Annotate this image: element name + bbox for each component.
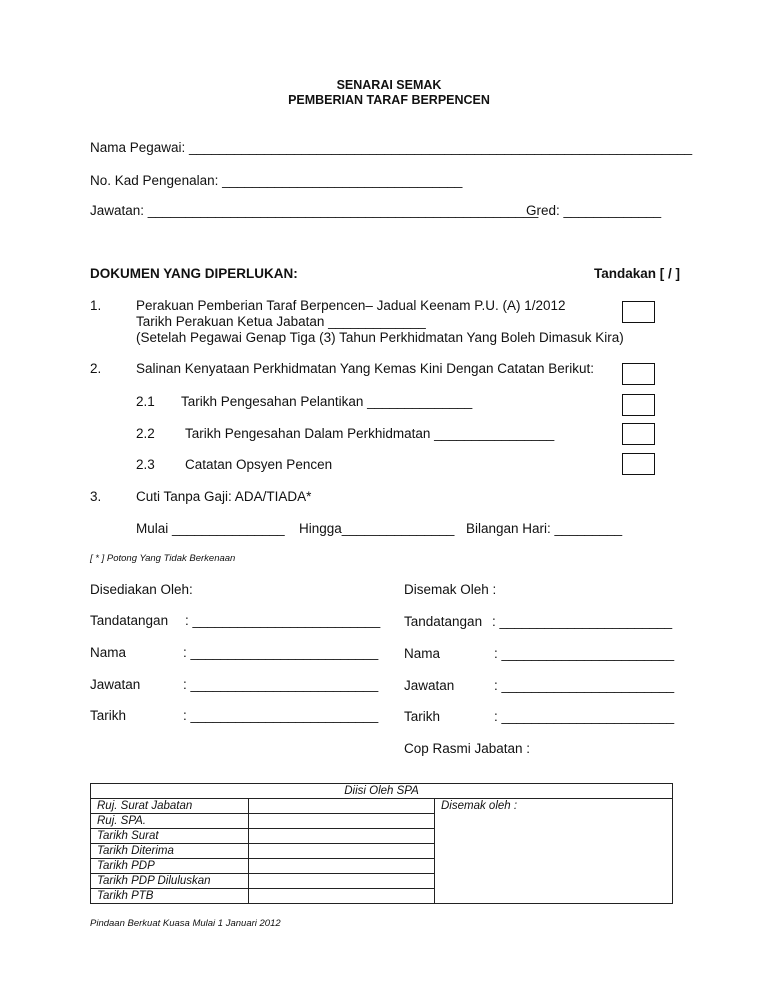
item-3-text: Cuti Tanpa Gaji: ADA/TIADA* <box>136 489 312 504</box>
item-2-2-text[interactable]: Tarikh Pengesahan Dalam Perkhidmatan ________________ <box>185 426 555 441</box>
reviewed-jawatan-field[interactable]: : _______________________ <box>494 678 675 693</box>
item-3-number: 3. <box>90 489 102 504</box>
reviewed-tandatangan-field[interactable]: : _______________________ <box>492 614 673 629</box>
item-2-2-number: 2.2 <box>136 426 155 441</box>
spa-row-label: Tarikh PDP Diluluskan <box>91 874 249 889</box>
spa-row-value[interactable] <box>249 799 435 814</box>
tandakan-heading: Tandakan [ / ] <box>594 266 681 281</box>
spa-row-label: Tarikh Surat <box>91 829 249 844</box>
disediakan-oleh-heading: Disediakan Oleh: <box>90 582 193 597</box>
prepared-jawatan-label: Jawatan <box>90 677 141 692</box>
spa-table <box>90 783 673 904</box>
prepared-jawatan-field[interactable]: : _________________________ <box>183 677 379 692</box>
mulai-field[interactable]: Mulai _______________ <box>136 521 285 536</box>
item-2-1-number: 2.1 <box>136 394 155 409</box>
prepared-tarikh-label: Tarikh <box>90 708 127 723</box>
spa-row-value[interactable] <box>249 859 435 874</box>
table-row <box>91 799 673 814</box>
spa-row-label: Tarikh Diterima <box>91 844 249 859</box>
footer-note: Pindaan Berkuat Kuasa Mulai 1 Januari 2012 <box>90 918 281 929</box>
item-2-1-text[interactable]: Tarikh Pengesahan Pelantikan ______________ <box>181 394 473 409</box>
spa-row-value[interactable] <box>249 844 435 859</box>
reviewed-tarikh-label: Tarikh <box>404 709 441 724</box>
item-2-text: Salinan Kenyataan Perkhidmatan Yang Kemas Kini Dengan Catatan Berikut: <box>136 361 595 376</box>
item-2-1-checkbox[interactable] <box>622 394 655 416</box>
cop-rasmi-label: Cop Rasmi Jabatan : <box>404 741 531 756</box>
item-2-checkbox[interactable] <box>622 363 655 385</box>
prepared-nama-field[interactable]: : _________________________ <box>183 645 379 660</box>
item-2-3-number: 2.3 <box>136 457 155 472</box>
item-2-2-checkbox[interactable] <box>622 423 655 445</box>
reviewed-tarikh-field[interactable]: : _______________________ <box>494 709 675 724</box>
bilangan-hari-field[interactable]: Bilangan Hari: _________ <box>466 521 623 536</box>
item-2-number: 2. <box>90 361 102 376</box>
reviewed-tandatangan-label: Tandatangan <box>404 614 483 629</box>
item-1-line2[interactable]: Tarikh Perakuan Ketua Jabatan _____________ <box>136 314 426 329</box>
spa-row-value[interactable] <box>249 889 435 904</box>
footnote: [ * ] Potong Yang Tidak Berkenaan <box>90 553 236 564</box>
disemak-oleh-heading: Disemak Oleh : <box>404 582 497 597</box>
item-1-line1: Perakuan Pemberian Taraf Berpencen– Jadual Keenam P.U. (A) 1/2012 <box>136 298 566 313</box>
spa-table-header: Diisi Oleh SPA <box>91 784 673 799</box>
nama-pegawai-field[interactable]: Nama Pegawai: ___________________________________________________________________ <box>90 140 693 155</box>
reviewed-nama-field[interactable]: : _______________________ <box>494 646 675 661</box>
prepared-tandatangan-field[interactable]: : _________________________ <box>185 613 381 628</box>
item-2-3-checkbox[interactable] <box>622 453 655 475</box>
prepared-tarikh-field[interactable]: : _________________________ <box>183 708 379 723</box>
spa-row-label: Tarikh PTB <box>91 889 249 904</box>
prepared-tandatangan-label: Tandatangan <box>90 613 169 628</box>
spa-row-value[interactable] <box>249 829 435 844</box>
spa-row-value[interactable] <box>249 874 435 889</box>
gred-field[interactable]: Gred: _____________ <box>526 203 662 218</box>
document-title-line1: SENARAI SEMAK <box>336 78 442 92</box>
item-2-3-text: Catatan Opsyen Pencen <box>185 457 333 472</box>
item-1-number: 1. <box>90 298 102 313</box>
prepared-nama-label: Nama <box>90 645 127 660</box>
jawatan-field[interactable]: Jawatan: ____________________________________________________ <box>90 203 539 218</box>
item-1-checkbox[interactable] <box>622 301 655 323</box>
document-title-line2: PEMBERIAN TARAF BERPENCEN <box>288 93 490 107</box>
spa-row-label: Ruj. SPA. <box>91 814 249 829</box>
reviewed-nama-label: Nama <box>404 646 441 661</box>
spa-row-label: Ruj. Surat Jabatan <box>91 799 249 814</box>
reviewed-jawatan-label: Jawatan <box>404 678 455 693</box>
spa-row-label: Tarikh PDP <box>91 859 249 874</box>
item-1-line3: (Setelah Pegawai Genap Tiga (3) Tahun Perkhidmatan Yang Boleh Dimasuk Kira) <box>136 330 624 345</box>
spa-row-value[interactable] <box>249 814 435 829</box>
disemak-oleh-cell: Disemak oleh : <box>435 799 673 904</box>
hingga-field[interactable]: Hingga_______________ <box>299 521 455 536</box>
documents-heading: DOKUMEN YANG DIPERLUKAN: <box>90 266 298 281</box>
kad-pengenalan-field[interactable]: No. Kad Pengenalan: ________________________________ <box>90 173 463 188</box>
